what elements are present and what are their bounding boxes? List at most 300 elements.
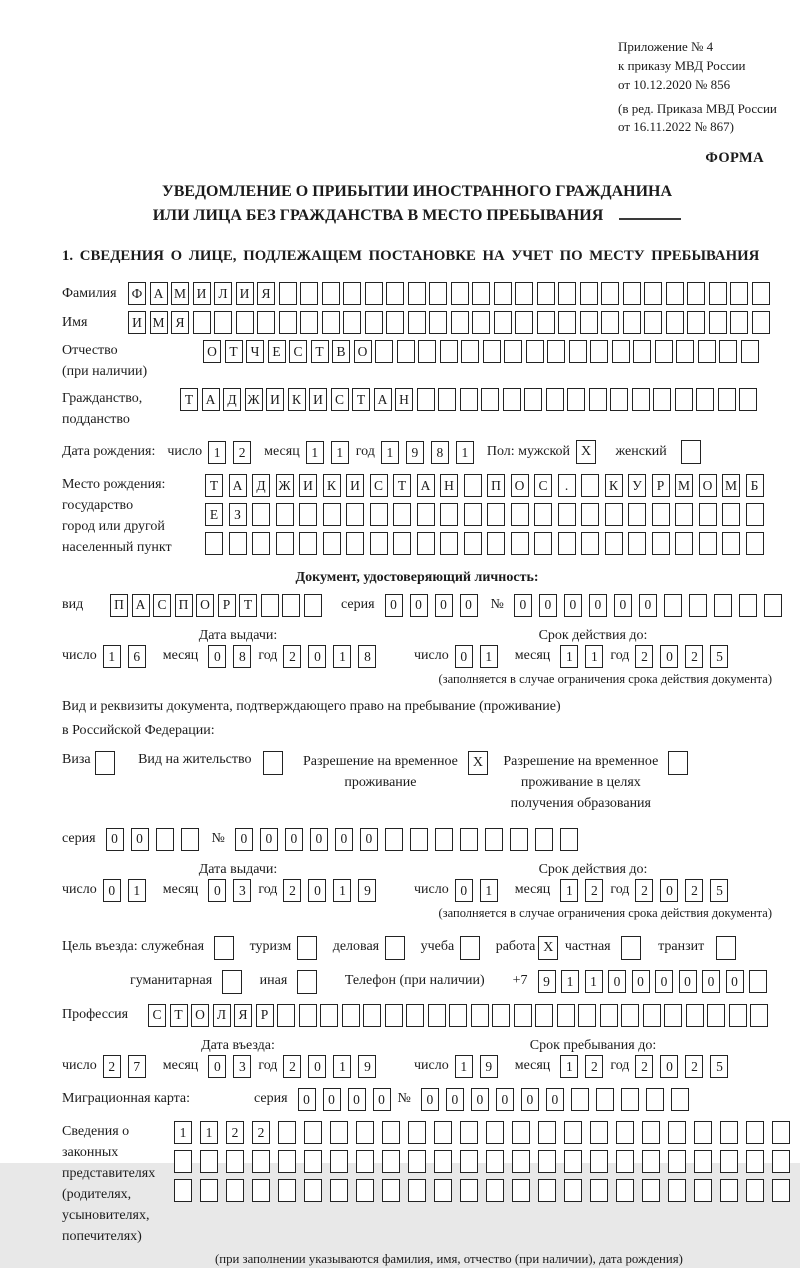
char-box [252, 503, 270, 526]
surname-boxes [128, 282, 773, 305]
char-box [346, 532, 364, 555]
char-box [689, 594, 707, 617]
char-box [642, 1179, 660, 1202]
char-box [386, 311, 404, 334]
purpose-other-checkbox [297, 970, 317, 994]
char-box: Р [652, 474, 670, 497]
char-box: 8 [358, 645, 376, 668]
char-box [472, 311, 490, 334]
char-box [642, 1121, 660, 1144]
char-box [279, 282, 297, 305]
char-box: 0 [410, 594, 428, 617]
id-series-label: серия [341, 596, 375, 612]
char-box [323, 532, 341, 555]
char-box: И [266, 388, 284, 411]
char-box: И [193, 282, 211, 305]
char-box: И [128, 311, 146, 334]
residence-doc-text: Вид и реквизиты документа, подтверждающего право на пребывание (проживание) в Российской Федерации: [62, 698, 561, 739]
char-box: 8 [431, 441, 449, 464]
char-box: 0 [460, 594, 478, 617]
day-label: число [62, 1058, 97, 1074]
char-box [460, 1121, 478, 1144]
char-box [605, 532, 623, 555]
char-box: 1 [333, 879, 351, 902]
char-box [772, 1121, 790, 1144]
char-box [686, 1004, 704, 1027]
char-box [722, 503, 740, 526]
char-box: 5 [710, 1055, 728, 1078]
char-box [322, 311, 340, 334]
char-box [503, 388, 521, 411]
char-box: 1 [306, 441, 324, 464]
char-box [746, 1121, 764, 1144]
char-box [512, 1179, 530, 1202]
char-box: П [175, 594, 193, 617]
char-box [323, 503, 341, 526]
purpose-study-label: учеба [420, 939, 455, 955]
char-box [382, 1150, 400, 1173]
residence-permit-label: Вид на жительство [138, 751, 252, 767]
char-box [699, 532, 717, 555]
char-box: Т [352, 388, 370, 411]
id-doc-row [62, 594, 772, 617]
birth-date-label: Дата рождения: [62, 444, 156, 460]
char-box: 0 [632, 970, 650, 993]
char-box [174, 1150, 192, 1173]
char-box [300, 311, 318, 334]
char-box: 1 [331, 441, 349, 464]
sex-female-label: женский [615, 444, 667, 460]
char-box: М [171, 282, 189, 305]
char-box [434, 1179, 452, 1202]
doc-type-label: вид [62, 596, 84, 612]
month-label: месяц [264, 444, 300, 460]
char-box: 1 [456, 441, 474, 464]
char-box [451, 282, 469, 305]
char-box: 2 [635, 879, 653, 902]
month-label: месяц [514, 1058, 551, 1074]
char-box [526, 340, 544, 363]
char-box: С [370, 474, 388, 497]
migration-card-label: Миграционная карта: [62, 1091, 191, 1107]
char-box: Н [395, 388, 413, 411]
char-box: 1 [560, 879, 578, 902]
form-title-line1: УВЕДОМЛЕНИЕ О ПРИБЫТИИ ИНОСТРАННОГО ГРАЖДАНИНА [161, 183, 673, 201]
char-box [709, 282, 727, 305]
char-box [363, 1004, 381, 1027]
char-box [668, 1179, 686, 1202]
purpose-transit-label: транзит [658, 939, 705, 955]
char-box: О [196, 594, 214, 617]
char-box [299, 532, 317, 555]
char-box [752, 311, 770, 334]
char-box [749, 970, 767, 993]
char-box [356, 1179, 374, 1202]
section1-heading: 1. СВЕДЕНИЯ О ЛИЦЕ, ПОДЛЕЖАЩЕМ ПОСТАНОВКЕ НА УЧЕТ ПО МЕСТУ ПРЕБЫВАНИЯ [62, 247, 760, 264]
char-box [601, 311, 619, 334]
char-box [382, 1121, 400, 1144]
purpose-work-label: работа [495, 939, 536, 955]
char-box [537, 311, 555, 334]
permit-expiry-year-boxes [635, 879, 735, 902]
char-box: 0 [614, 594, 632, 617]
permit-issue-day-boxes [103, 879, 153, 902]
permit-expiry-month-boxes [560, 879, 610, 902]
char-box [668, 1150, 686, 1173]
char-box [515, 311, 533, 334]
id-issue-heading: Дата выдачи: [198, 627, 278, 643]
char-box: О [699, 474, 717, 497]
char-box [514, 1004, 532, 1027]
birthplace-row1-boxes [205, 474, 769, 497]
char-box [642, 1150, 660, 1173]
char-box [487, 532, 505, 555]
char-box [564, 1179, 582, 1202]
char-box [440, 503, 458, 526]
char-box [504, 340, 522, 363]
char-box: А [150, 282, 168, 305]
char-box: 0 [726, 970, 744, 993]
char-box [671, 1088, 689, 1111]
char-box [537, 282, 555, 305]
char-box [580, 311, 598, 334]
char-box [772, 1150, 790, 1173]
migration-number-label: № [397, 1091, 411, 1107]
char-box: 0 [310, 828, 328, 851]
char-box: Д [252, 474, 270, 497]
char-box [687, 311, 705, 334]
char-box: 1 [480, 645, 498, 668]
purpose-row [62, 936, 772, 960]
char-box: 0 [539, 594, 557, 617]
char-box [746, 503, 764, 526]
char-box: Т [225, 340, 243, 363]
char-box [616, 1121, 634, 1144]
char-box [429, 282, 447, 305]
entry-dates-headings [62, 1037, 772, 1055]
char-box [181, 828, 199, 851]
appendix-line: от 10.12.2020 № 856 [618, 76, 731, 92]
profession-row [62, 1004, 772, 1027]
char-box [564, 1150, 582, 1173]
purpose-tourism-checkbox [297, 936, 317, 960]
appendix-block [618, 38, 798, 137]
char-box: А [229, 474, 247, 497]
purpose-transit-checkbox [716, 936, 736, 960]
id-issue-month-boxes [208, 645, 258, 668]
char-box: 0 [208, 1055, 226, 1078]
char-box [299, 503, 317, 526]
char-box [621, 1004, 639, 1027]
char-box: А [417, 474, 435, 497]
day-label: число [414, 648, 449, 664]
permit-series-boxes [106, 828, 206, 851]
char-box: 9 [480, 1055, 498, 1078]
char-box [429, 311, 447, 334]
char-box: 1 [200, 1121, 218, 1144]
permit-issue-heading: Дата выдачи: [198, 861, 278, 877]
char-box [278, 1150, 296, 1173]
char-box: 5 [710, 879, 728, 902]
char-box: 0 [308, 1055, 326, 1078]
birth-day-boxes [208, 441, 258, 464]
char-box [538, 1179, 556, 1202]
char-box [252, 1150, 270, 1173]
char-box: 3 [233, 879, 251, 902]
stay-day-boxes [455, 1055, 505, 1078]
char-box [720, 1179, 738, 1202]
char-box [386, 282, 404, 305]
birth-date-row [62, 440, 772, 464]
char-box: 0 [660, 1055, 678, 1078]
permit-expiry-note: (заполняется в случае ограничения срока действия документа) [438, 906, 772, 921]
year-label: год [258, 648, 278, 664]
char-box [632, 388, 650, 411]
char-box [720, 1121, 738, 1144]
char-box [342, 1004, 360, 1027]
char-box: 9 [406, 441, 424, 464]
char-box [652, 532, 670, 555]
representatives-note: (при заполнении указываются фамилия, имя, отчество (при наличии), дата рождения) [215, 1252, 683, 1267]
permit-expiry-heading: Срок действия до: [538, 861, 648, 877]
surname-label: Фамилия [62, 285, 117, 301]
char-box: 0 [360, 828, 378, 851]
char-box: А [202, 388, 220, 411]
profession-boxes [148, 1004, 772, 1027]
migration-series-boxes [298, 1088, 398, 1111]
char-box: С [148, 1004, 166, 1027]
given-name-label: Имя [62, 314, 88, 330]
purpose-private-label: частная [564, 939, 611, 955]
permit-series-row [62, 828, 772, 851]
char-box: 1 [480, 879, 498, 902]
char-box [567, 388, 585, 411]
purpose-private-checkbox [621, 936, 641, 960]
char-box [365, 282, 383, 305]
sex-male-checkbox: X [576, 440, 596, 464]
char-box: Б [746, 474, 764, 497]
char-box [494, 282, 512, 305]
char-box [623, 311, 641, 334]
char-box: К [323, 474, 341, 497]
char-box: У [628, 474, 646, 497]
char-box [417, 388, 435, 411]
rvp-checkbox: X [468, 751, 488, 775]
char-box [460, 1150, 478, 1173]
month-label: месяц [514, 648, 551, 664]
char-box [600, 1004, 618, 1027]
permit-number-label: № [211, 830, 225, 846]
year-label: год [610, 882, 630, 898]
char-box [560, 828, 578, 851]
char-box [304, 1179, 322, 1202]
char-box [590, 1121, 608, 1144]
char-box [666, 282, 684, 305]
char-box: 0 [546, 1088, 564, 1111]
appendix-line: к приказу МВД России [618, 57, 746, 73]
char-box: Ч [246, 340, 264, 363]
char-box [486, 1150, 504, 1173]
char-box [299, 1004, 317, 1027]
month-label: месяц [162, 648, 199, 664]
month-label: месяц [514, 882, 551, 898]
char-box: 0 [208, 879, 226, 902]
char-box: Д [223, 388, 241, 411]
purpose-work-checkbox: X [538, 936, 558, 960]
char-box: Ж [245, 388, 263, 411]
char-box [698, 340, 716, 363]
char-box: И [309, 388, 327, 411]
char-box: 5 [710, 645, 728, 668]
char-box [330, 1121, 348, 1144]
char-box [464, 532, 482, 555]
char-box [408, 282, 426, 305]
char-box: С [153, 594, 171, 617]
char-box [408, 1121, 426, 1144]
char-box [644, 311, 662, 334]
char-box [750, 1004, 768, 1027]
char-box: 1 [560, 645, 578, 668]
char-box [720, 1150, 738, 1173]
char-box [746, 1179, 764, 1202]
purpose-row2 [130, 970, 772, 994]
purpose-study-checkbox [460, 936, 480, 960]
id-dates-row [62, 645, 772, 668]
char-box [330, 1150, 348, 1173]
char-box: Т [180, 388, 198, 411]
id-series-boxes [385, 594, 485, 617]
char-box [714, 594, 732, 617]
char-box [664, 1004, 682, 1027]
char-box [428, 1004, 446, 1027]
char-box [535, 1004, 553, 1027]
char-box [408, 1150, 426, 1173]
char-box [471, 1004, 489, 1027]
char-box [304, 1121, 322, 1144]
char-box [485, 828, 503, 851]
char-box: 7 [128, 1055, 146, 1078]
char-box [538, 1150, 556, 1173]
char-box: Т [239, 594, 257, 617]
char-box: 0 [285, 828, 303, 851]
char-box: . [558, 474, 576, 497]
permit-dates-headings [62, 861, 772, 879]
char-box: 2 [233, 441, 251, 464]
char-box [524, 388, 542, 411]
day-label: число [414, 1058, 449, 1074]
purpose-official-checkbox [214, 936, 234, 960]
residence-permit-checkbox [263, 751, 283, 775]
char-box: 0 [496, 1088, 514, 1111]
char-box [193, 311, 211, 334]
char-box [343, 311, 361, 334]
char-box: 0 [564, 594, 582, 617]
char-box: 2 [585, 1055, 603, 1078]
char-box [535, 828, 553, 851]
id-expiry-heading: Срок действия до: [538, 627, 648, 643]
char-box: М [150, 311, 168, 334]
char-box [461, 340, 479, 363]
char-box [569, 340, 587, 363]
char-box: 9 [358, 879, 376, 902]
char-box [612, 340, 630, 363]
form-title-line2: ИЛИ ЛИЦА БЕЗ ГРАЖДАНСТВА В МЕСТО ПРЕБЫВАНИЯ [152, 206, 604, 224]
stay-until-heading: Срок пребывания до: [529, 1037, 657, 1053]
char-box: О [354, 340, 372, 363]
char-box [418, 340, 436, 363]
char-box [434, 1121, 452, 1144]
year-label: год [610, 1058, 630, 1074]
char-box [646, 1088, 664, 1111]
char-box [719, 340, 737, 363]
char-box [666, 311, 684, 334]
char-box [356, 1121, 374, 1144]
char-box: 0 [348, 1088, 366, 1111]
char-box [628, 503, 646, 526]
visa-checkbox [95, 751, 115, 775]
char-box: Е [268, 340, 286, 363]
char-box: О [511, 474, 529, 497]
char-box [643, 1004, 661, 1027]
char-box [343, 282, 361, 305]
representatives-row1-boxes [174, 1121, 798, 1144]
residence-doc-options-row [62, 751, 772, 814]
char-box: Л [213, 1004, 231, 1027]
purpose-label: Цель въезда: служебная [62, 939, 205, 955]
char-box: 1 [208, 441, 226, 464]
char-box [655, 340, 673, 363]
char-box [276, 532, 294, 555]
char-box [696, 388, 714, 411]
char-box: 2 [685, 879, 703, 902]
char-box [590, 1150, 608, 1173]
char-box [460, 1179, 478, 1202]
permit-number-boxes [235, 828, 585, 851]
char-box: 0 [260, 828, 278, 851]
char-box [546, 388, 564, 411]
char-box: Н [440, 474, 458, 497]
char-box [322, 282, 340, 305]
char-box [356, 1150, 374, 1173]
permit-issue-month-boxes [208, 879, 258, 902]
char-box: П [487, 474, 505, 497]
char-box [486, 1179, 504, 1202]
representatives-boxes [174, 1121, 798, 1208]
char-box: 0 [335, 828, 353, 851]
char-box [385, 1004, 403, 1027]
char-box [320, 1004, 338, 1027]
char-box: 2 [635, 645, 653, 668]
char-box: 0 [385, 594, 403, 617]
char-box [200, 1179, 218, 1202]
day-label: число [414, 882, 449, 898]
char-box: 0 [655, 970, 673, 993]
char-box [393, 532, 411, 555]
char-box: 2 [252, 1121, 270, 1144]
char-box [174, 1179, 192, 1202]
char-box [494, 311, 512, 334]
char-box [417, 532, 435, 555]
char-box [330, 1179, 348, 1202]
entry-date-heading: Дата въезда: [201, 1037, 275, 1053]
char-box: 0 [323, 1088, 341, 1111]
char-box [515, 282, 533, 305]
char-box: 0 [608, 970, 626, 993]
entry-year-boxes [283, 1055, 383, 1078]
id-expiry-note: (заполняется в случае ограничения срока действия документа) [438, 672, 772, 687]
char-box [581, 532, 599, 555]
month-label: месяц [162, 882, 199, 898]
